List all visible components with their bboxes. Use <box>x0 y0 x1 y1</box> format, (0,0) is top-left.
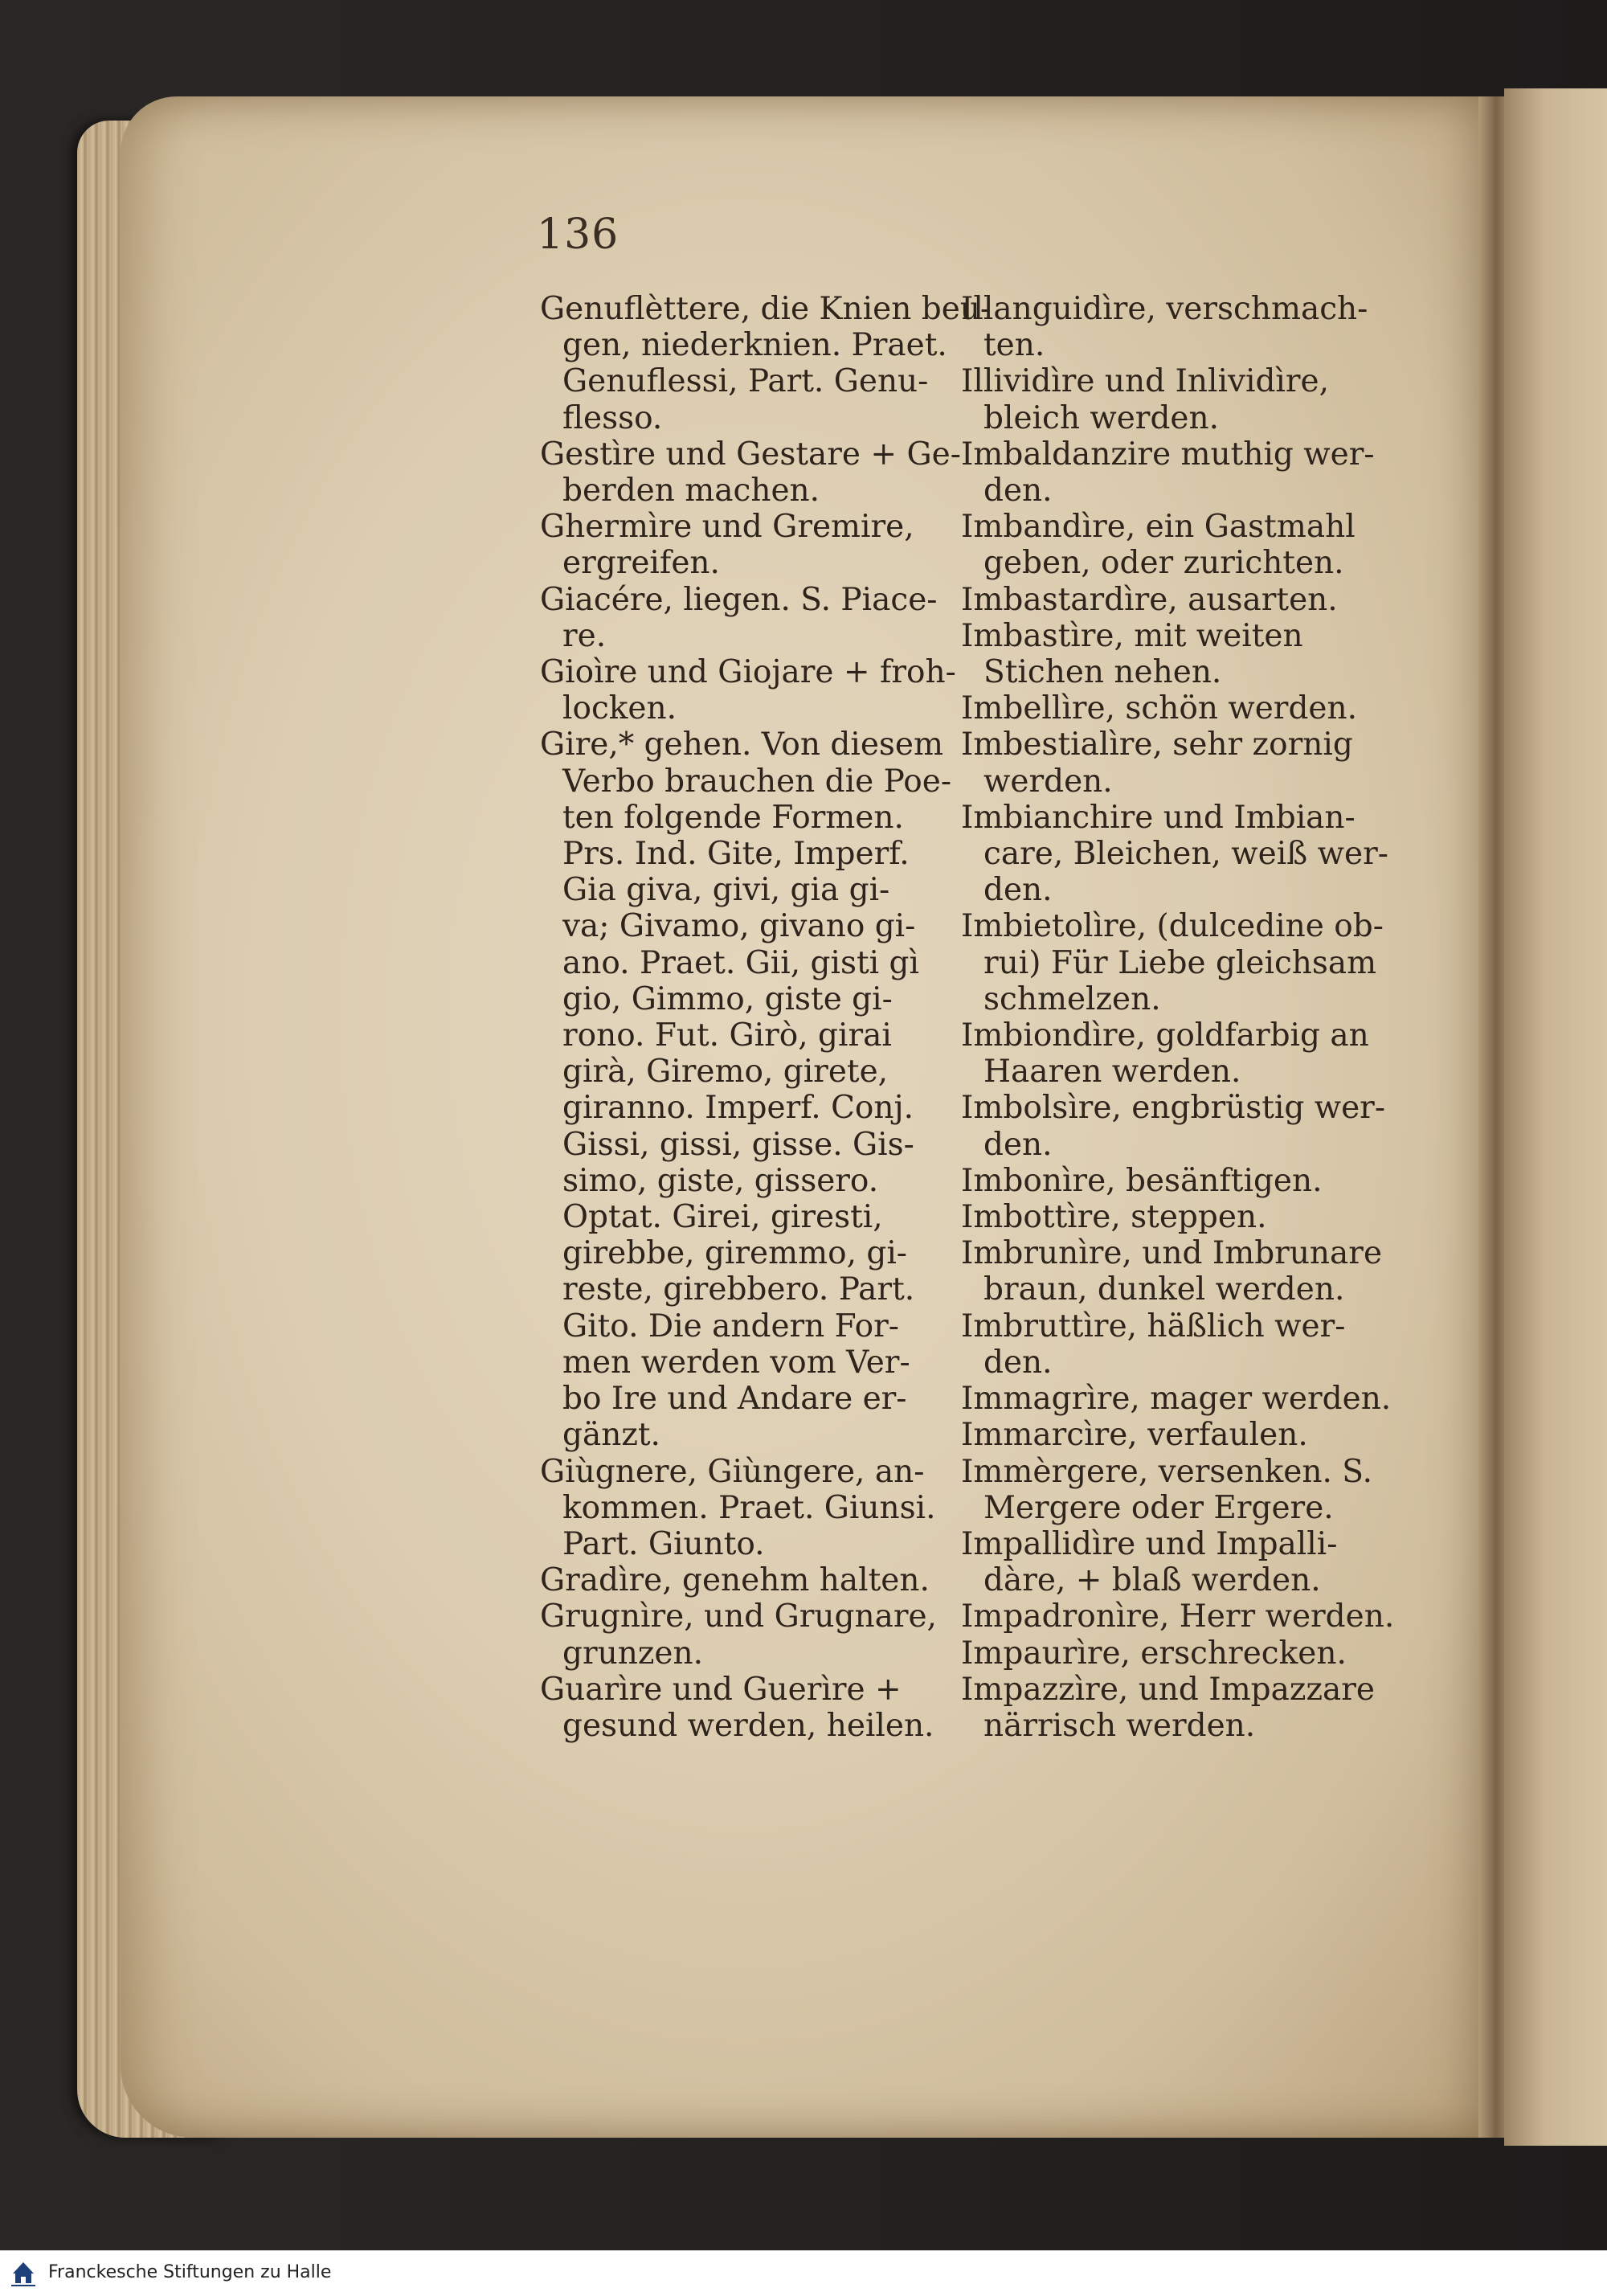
dictionary-line: gänzt. <box>562 1417 660 1454</box>
dictionary-line: Imbastardìre, ausarten. <box>961 581 1338 618</box>
dictionary-line: gio, Gimmo, giste gi- <box>562 980 893 1017</box>
dictionary-line: men werden vom Ver- <box>562 1344 910 1381</box>
dictionary-line: närrisch werden. <box>983 1707 1256 1744</box>
dictionary-line: Part. Giunto. <box>562 1525 765 1562</box>
dictionary-line: va; Givamo, givano gi- <box>562 908 916 945</box>
dictionary-line: Gestìre und Gestare + Ge- <box>540 436 961 473</box>
dictionary-line: Giùgnere, Giùngere, an- <box>540 1453 925 1490</box>
dictionary-line: Immèrgere, versenken. S. <box>961 1453 1372 1490</box>
dictionary-line: berden machen. <box>562 473 820 510</box>
dictionary-line: kommen. Praet. Giunsi. <box>562 1489 936 1526</box>
dictionary-line: grunzen. <box>562 1635 703 1672</box>
franckesche-stiftungen-logo-icon <box>8 2256 39 2291</box>
dictionary-line: braun, dunkel werden. <box>983 1271 1345 1308</box>
dictionary-line: Imbruttìre, häßlich wer- <box>961 1308 1346 1344</box>
footer-institution-label[interactable]: Franckesche Stiftungen zu Halle <box>48 2262 332 2282</box>
dictionary-line: Genuflèttere, die Knien beu- <box>540 291 992 327</box>
dictionary-line: locken. <box>562 690 677 727</box>
dictionary-line: gesund werden, heilen. <box>562 1707 934 1744</box>
dictionary-column-left <box>540 291 992 1744</box>
dictionary-line: ten folgende Formen. <box>562 799 904 836</box>
page-number: 136 <box>537 211 619 259</box>
dictionary-line: Illanguidìre, verschmach- <box>961 291 1368 327</box>
dictionary-line: Grugnìre, und Grugnare, <box>540 1598 937 1635</box>
dictionary-line: den. <box>983 1344 1053 1381</box>
dictionary-line: dàre, + blaß werden. <box>983 1562 1321 1599</box>
dictionary-line: Optat. Girei, giresti, <box>562 1199 883 1236</box>
dictionary-line: Prs. Ind. Gite, Imperf. <box>562 836 910 873</box>
dictionary-line: girà, Giremo, girete, <box>562 1054 889 1091</box>
facing-page <box>1504 88 1607 2146</box>
dictionary-line: Guarìre und Guerìre + <box>540 1671 902 1708</box>
dictionary-line: simo, giste, gissero. <box>562 1162 879 1199</box>
dictionary-line: care, Bleichen, weiß wer- <box>983 836 1388 873</box>
dictionary-line: Immagrìre, mager werden. <box>961 1381 1392 1418</box>
dictionary-line: Imbastìre, mit weiten <box>961 617 1303 654</box>
dictionary-line: girebbe, giremmo, gi- <box>562 1235 907 1272</box>
dictionary-line: schmelzen. <box>983 980 1161 1017</box>
dictionary-line: Giacére, liegen. S. Piace- <box>540 581 938 618</box>
dictionary-line: re. <box>562 617 607 654</box>
dictionary-line: geben, oder zurichten. <box>983 545 1344 582</box>
dictionary-line: Gioìre und Giojare + froh- <box>540 654 956 691</box>
dictionary-line: Imbottìre, steppen. <box>961 1199 1267 1236</box>
dictionary-line: gen, niederknien. Praet. <box>562 327 947 364</box>
dictionary-line: Illividìre und Inlividìre, <box>961 363 1330 400</box>
dictionary-line: Imbaldanzire muthig wer- <box>961 436 1375 473</box>
dictionary-line: den. <box>983 872 1053 909</box>
dictionary-line: reste, girebbero. Part. <box>562 1271 915 1308</box>
dictionary-line: Impazzìre, und Impazzare <box>961 1671 1375 1708</box>
dictionary-line: den. <box>983 1126 1053 1163</box>
dictionary-line: den. <box>983 473 1053 510</box>
dictionary-line: Imbandìre, ein Gastmahl <box>961 509 1356 546</box>
dictionary-line: Gito. Die andern For- <box>562 1308 899 1344</box>
dictionary-line: rui) Für Liebe gleichsam <box>983 944 1377 981</box>
dictionary-line: ano. Praet. Gii, gisti gì <box>562 944 919 981</box>
dictionary-line: Imbonìre, besänftigen. <box>961 1162 1323 1199</box>
dictionary-line: Haaren werden. <box>983 1054 1241 1091</box>
dictionary-line: Ghermìre und Gremire, <box>540 509 914 546</box>
dictionary-line: Imbrunìre, und Imbrunare <box>961 1235 1383 1272</box>
dictionary-line: giranno. Imperf. Conj. <box>562 1090 914 1127</box>
dictionary-line: Imbianchire und Imbian- <box>961 799 1356 836</box>
dictionary-line: Gia giva, givi, gia gi- <box>562 872 890 909</box>
dictionary-line: ergreifen. <box>562 545 720 582</box>
dictionary-line: werden. <box>983 763 1113 800</box>
dictionary-line: bleich werden. <box>983 399 1220 436</box>
dictionary-line: Genuflessi, Part. Genu- <box>562 363 929 400</box>
dictionary-line: Gradìre, genehm halten. <box>540 1562 930 1599</box>
dictionary-column-right <box>961 291 1395 1744</box>
dictionary-line: ten. <box>983 327 1045 364</box>
dictionary-line: Impadronìre, Herr werden. <box>961 1598 1395 1635</box>
dictionary-line: bo Ire und Andare er- <box>562 1381 907 1418</box>
dictionary-line: Imbolsìre, engbrüstig wer- <box>961 1090 1386 1127</box>
dictionary-line: Imbietolìre, (dulcedine ob- <box>961 908 1384 945</box>
dictionary-line: Gissi, gissi, gisse. Gis- <box>562 1126 914 1163</box>
dictionary-line: Imbiondìre, goldfarbig an <box>961 1017 1369 1054</box>
dictionary-line: Imbestialìre, sehr zornig <box>961 726 1353 763</box>
dictionary-line: Immarcìre, verfaulen. <box>961 1417 1308 1454</box>
dictionary-line: Mergere oder Ergere. <box>983 1489 1334 1526</box>
dictionary-line: Gire,* gehen. Von diesem <box>540 726 943 763</box>
dictionary-line: Impaurìre, erschrecken. <box>961 1635 1347 1672</box>
dictionary-line: rono. Fut. Girò, girai <box>562 1017 892 1054</box>
dictionary-line: Verbo brauchen die Poe- <box>562 763 951 800</box>
dictionary-line: Imbellìre, schön werden. <box>961 690 1358 727</box>
dictionary-line: Impallidìre und Impalli- <box>961 1525 1338 1562</box>
viewer-footer <box>0 2250 1607 2296</box>
dictionary-line: Stichen nehen. <box>983 654 1222 691</box>
dictionary-line: flesso. <box>562 399 663 436</box>
